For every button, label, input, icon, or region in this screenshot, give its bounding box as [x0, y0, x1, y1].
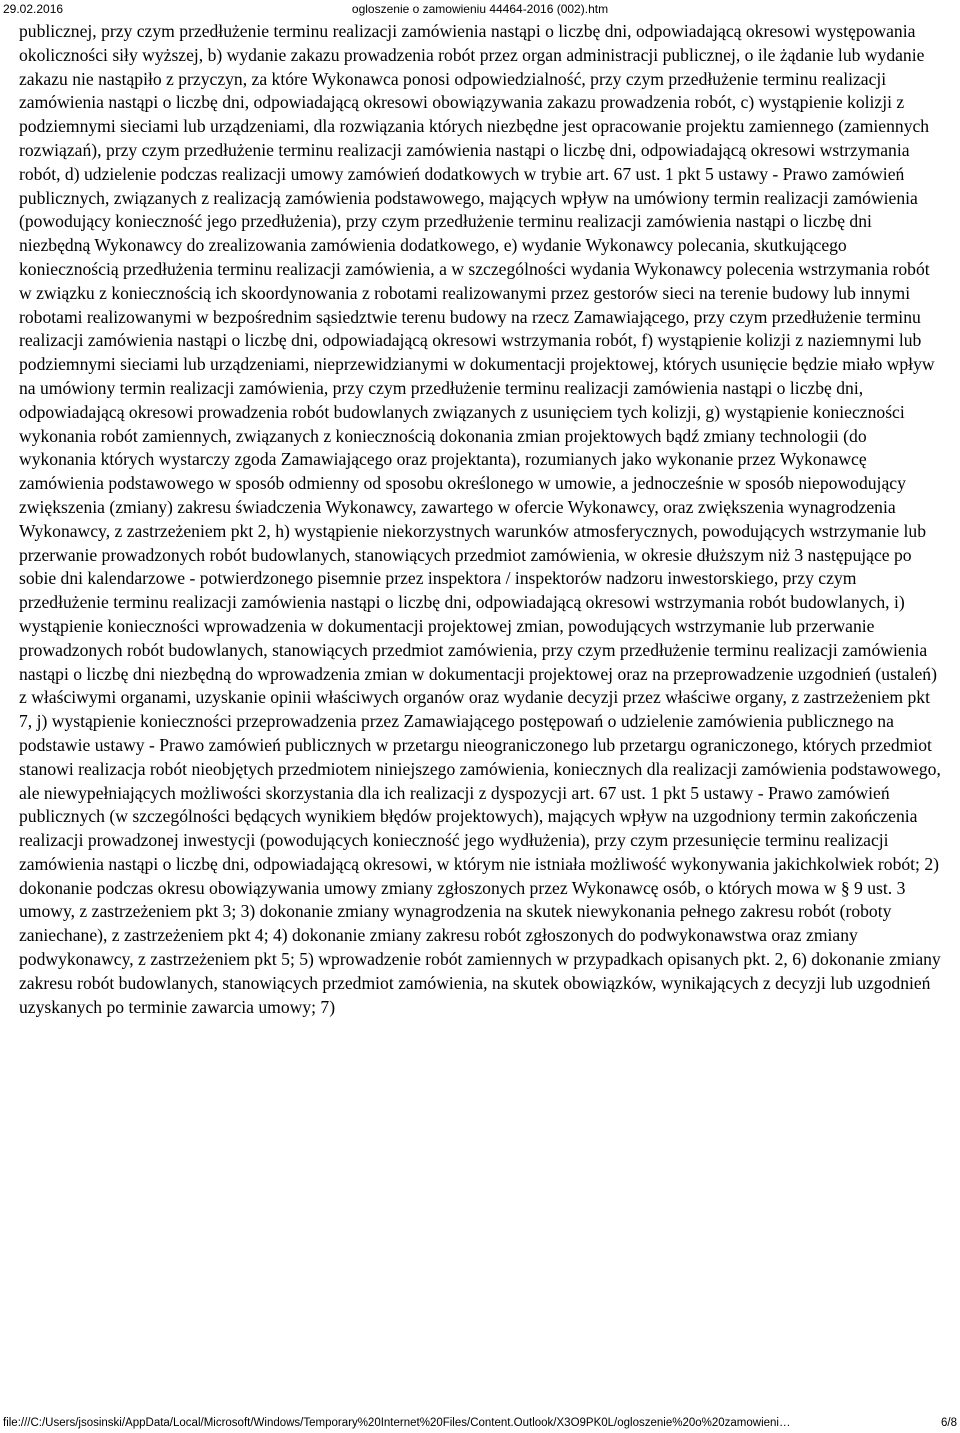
- body-paragraph: publicznej, przy czym przedłużenie terminu realizacji zamówienia nastąpi o liczbę dni, odpowiadającą okresowi występowania okoliczności siły wyższej, b) wydanie zakazu prowadzenia robót przez organ administracji publicznej, o ile żądanie lub wydanie zakazu nie nastąpiło z przyczyn, za które Wykonawca ponosi odpowiedzialność, przy czym przedłużenie terminu realizacji zamówienia nastąpi o liczbę dni, odpowiadającą okresowi obowiązywania zakazu prowadzenia robót, c) wystąpienie kolizji z podziemnymi sieciami lub urządzeniami, dla rozwiązania których niezbędne jest opracowanie projektu zamiennego (zamiennych rozwiązań), przy czym przedłużenie terminu realizacji zamówienia nastąpi o liczbę dni, odpowiadającą okresowi wstrzymania robót, d) udzielenie podczas realizacji umowy zamówień dodatkowych w trybie art. 67 ust. 1 pkt 5 ustawy - Prawo zamówień publicznych, związanych z realizacją zamówienia podstawowego, mających wpływ na umówiony termin realizacji zamówienia (powodujący konieczność jego przedłużenia), przy czym przedłużenie terminu realizacji zamówienia nastąpi o liczbę dni niezbędną Wykonawcy do zrealizowania zamówienia dodatkowego, e) wydanie Wykonawcy polecania, skutkującego koniecznością przedłużenia terminu realizacji zamówienia, a w szczególności wydania Wykonawcy polecenia wstrzymania robót w związku z koniecznością ich skoordynowania z robotami realizowanymi przez gestorów sieci na terenie budowy lub innymi robotami realizowanymi w bezpośrednim sąsiedztwie terenu budowy na rzecz Zamawiającego, przy czym przedłużenie terminu realizacji zamówienia nastąpi o liczbę dni, odpowiadającą okresowi wstrzymania robót, f) wystąpienie kolizji z naziemnymi lub podziemnymi sieciami lub urządzeniami, nieprzewidzianymi w dokumentacji projektowej, których usunięcie będzie miało wpływ na umówiony termin realizacji zamówienia, przy czym przedłużenie terminu realizacji zamówienia nastąpi o liczbę dni, odpowiadającą okresowi prowadzenia robót budowlanych związanych z usunięciem tych kolizji, g) wystąpienie konieczności wykonania robót zamiennych, związanych z koniecznością dokonania zmian projektowych bądź zmiany technologii (do wykonania których wystarczy zgoda Zamawiającego oraz projektanta), rozumianych jako wykonanie przez Wykonawcę zamówienia podstawowego w sposób odmienny od sposobu określonego w umowie, a jednocześnie w sposób niepowodujący zwiększenia (zmiany) zakresu świadczenia Wykonawcy, zawartego w ofercie Wykonawcy, oraz zwiększenia wynagrodzenia Wykonawcy, z zastrzeżeniem pkt 2, h) wystąpienie niekorzystnych warunków atmosferycznych, powodujących wstrzymanie lub przerwanie prowadzonych robót budowlanych, stanowiących przedmiot zamówienia, w okresie dłuższym niż 3 następujące po sobie dni kalendarzowe - potwierdzonego pisemnie przez inspektora / inspektorów nadzoru inwestorskiego, przy czym przedłużenie terminu realizacji zamówienia nastąpi o liczbę dni, odpowiadającą okresowi wstrzymania robót budowlanych, i) wystąpienie konieczności wprowadzenia w dokumentacji projektowej zmian, powodujących wstrzymanie lub przerwanie prowadzonych robót budowlanych, stanowiących przedmiot zamówienia, przy czym przedłużenie terminu realizacji zamówienia nastąpi o liczbę dni niezbędną do wprowadzenia zmian w dokumentacji projektowej oraz na przeprowadzenie uzgodnień (ustaleń) z właściwymi organami, uzyskanie opinii właściwych organów oraz wydanie decyzji przez właściwe organy, z zastrzeżeniem pkt 7, j) wystąpienie konieczności przeprowadzenia przez Zamawiającego postępowań o udzielenie zamówienia publicznego na podstawie ustawy - Prawo zamówień publicznych w przetargu nieograniczonego lub przetargu ograniczonego, których przedmiot stanowi realizacja robót nieobjętych przedmiotem niniejszego zamówienia, koniecznych dla realizacji zamówienia podstawowego, ale niewypełniających możliwości skorzystania dla ich realizacji z dyspozycji art. 67 ust. 1 pkt 5 ustawy - Prawo zamówień publicznych (w szczególności będących wynikiem błędów projektowych), mających wpływ na uzgodniony termin zakończenia realizacji prowadzonej inwestycji (powodujących konieczność jego wydłużenia), przy czym przesunięcie terminu realizacji zamówienia nastąpi o liczbę dni, odpowiadającą okresowi, w którym nie istniała możliwość wykonywania jakichkolwiek robót; 2) dokonanie podczas okresu obowiązywania umowy zmiany zgłoszonych przez Wykonawcę osób, o których mowa w § 9 ust. 3 umowy, z zastrzeżeniem pkt 3; 3) dokonanie zmiany wynagrodzenia na skutek niewykonania pełnego zakresu robót (roboty zaniechane), z zastrzeżeniem pkt 4; 4) dokonanie zmiany zakresu robót zgłoszonych do podwykonawstwa oraz zmiany podwykonawcy, z zastrzeżeniem pkt 5; 5) wprowadzenie robót zamiennych w przypadkach opisanych pkt. 2, 6) dokonanie zmiany zakresu robót budowlanych, stanowiących przedmiot zamówienia, na skutek obowiązków, wynikających z decyzji lub uzgodnień uzyskanych po terminie zawarcia umowy; 7): [19, 21, 941, 1017]
- file-path: file:///C:/Users/jsosinski/AppData/Local/Microsoft/Windows/Temporary%20Internet%20Files/Content.Outlook/X3O9PK0L/ogloszenie%20o%20zamowieni…: [3, 1417, 791, 1429]
- document-title: ogloszenie o zamowieniu 44464-2016 (002).htm: [351, 2, 609, 16]
- document-body: [19, 20, 944, 1019]
- page-number: 6/8: [941, 1417, 957, 1429]
- print-header: [0, 0, 960, 18]
- print-date: 29.02.2016: [3, 2, 64, 16]
- print-footer: [0, 1415, 960, 1433]
